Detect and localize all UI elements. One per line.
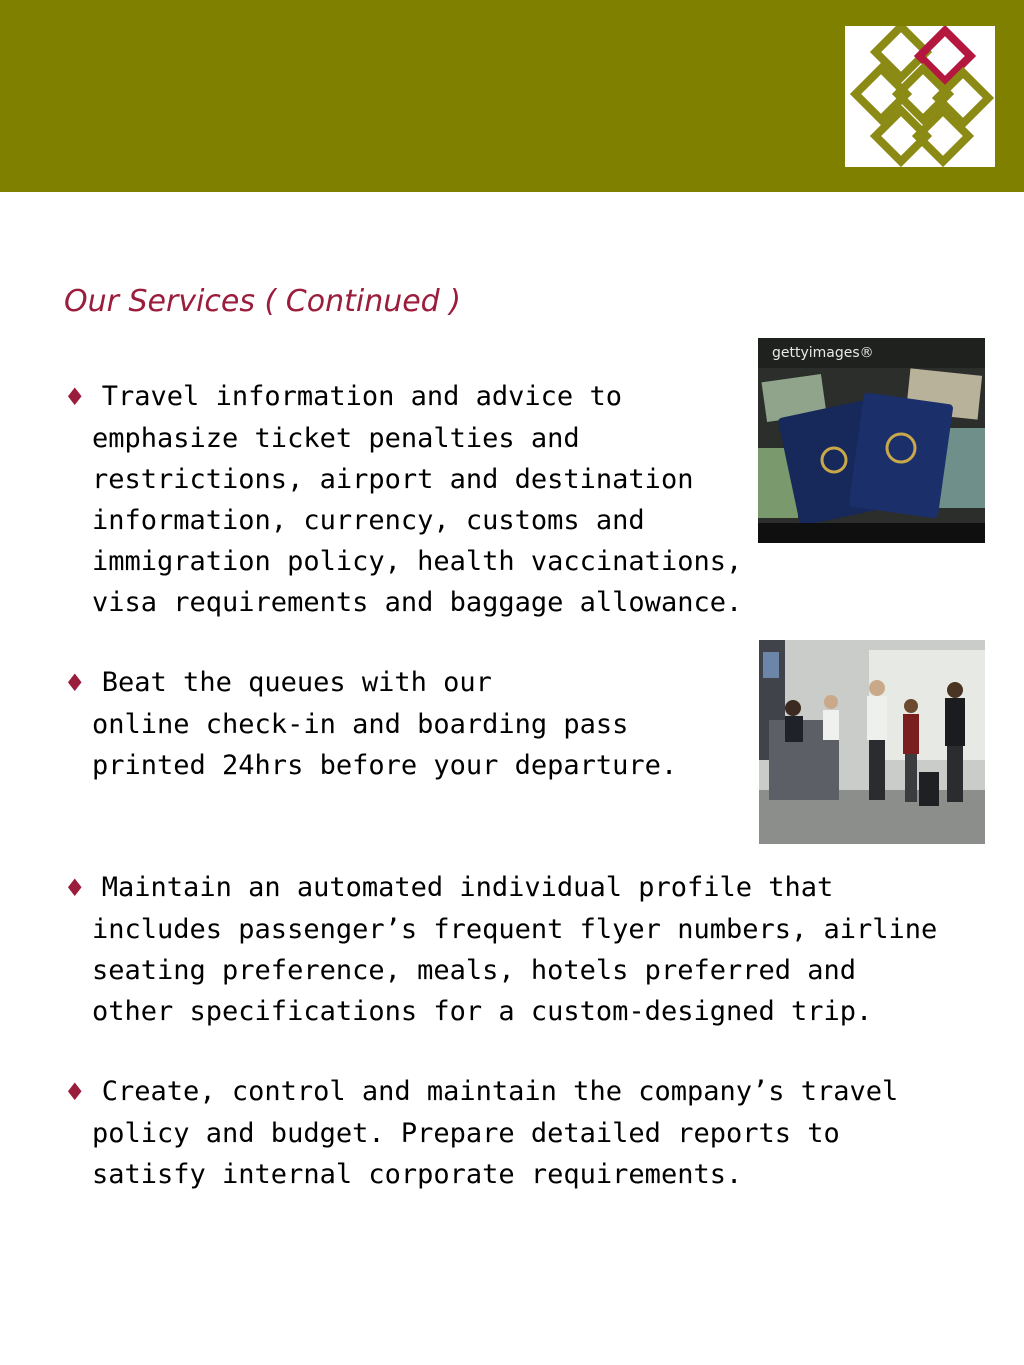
bullet-line: restrictions, airport and destination: [92, 464, 694, 495]
logo: [845, 26, 995, 167]
bullet-line: satisfy internal corporate requirements.: [92, 1159, 743, 1190]
bullet-diamond-icon: ♦: [64, 874, 86, 902]
airport-check-in-photo-icon: [759, 640, 985, 844]
bullet-line: immigration policy, health vaccinations,: [92, 546, 743, 577]
bullet-diamond-icon: ♦: [64, 669, 86, 697]
service-item-profile: [64, 867, 937, 1032]
bullet-line: includes passenger’s frequent flyer numbers, airline: [92, 914, 938, 945]
airport-check-in-photo: [759, 640, 985, 844]
page-title: Our Services ( Continued ): [64, 284, 461, 319]
service-item-travel-policy: [64, 1071, 898, 1195]
bullet-line: emphasize ticket penalties and: [92, 423, 580, 454]
service-item-online-checkin: [64, 662, 677, 786]
bullet-line: visa requirements and baggage allowance.: [92, 587, 743, 618]
passports-and-money-photo-icon: [758, 338, 985, 543]
bullet-line: Maintain an automated individual profile that: [101, 872, 834, 903]
bullet-diamond-icon: ♦: [64, 1078, 86, 1106]
service-item-travel-info: [64, 376, 742, 623]
bullet-line: Beat the queues with our: [101, 667, 492, 698]
getty-watermark: gettyimages®: [772, 345, 874, 361]
bullet-line: policy and budget. Prepare detailed reports to: [92, 1118, 840, 1149]
bullet-line: other specifications for a custom-designed trip.: [92, 996, 873, 1027]
bullet-diamond-icon: ♦: [64, 383, 86, 411]
bullet-line: Travel information and advice to: [101, 381, 622, 412]
interlocking-diamonds-logo-icon: [845, 26, 995, 167]
bullet-line: information, currency, customs and: [92, 505, 645, 536]
passports-and-money-photo: [758, 338, 985, 543]
bullet-line: seating preference, meals, hotels preferred and: [92, 955, 857, 986]
bullet-line: Create, control and maintain the company’s travel: [101, 1076, 899, 1107]
bullet-line: printed 24hrs before your departure.: [92, 750, 678, 781]
bullet-line: online check-in and boarding pass: [92, 709, 629, 740]
